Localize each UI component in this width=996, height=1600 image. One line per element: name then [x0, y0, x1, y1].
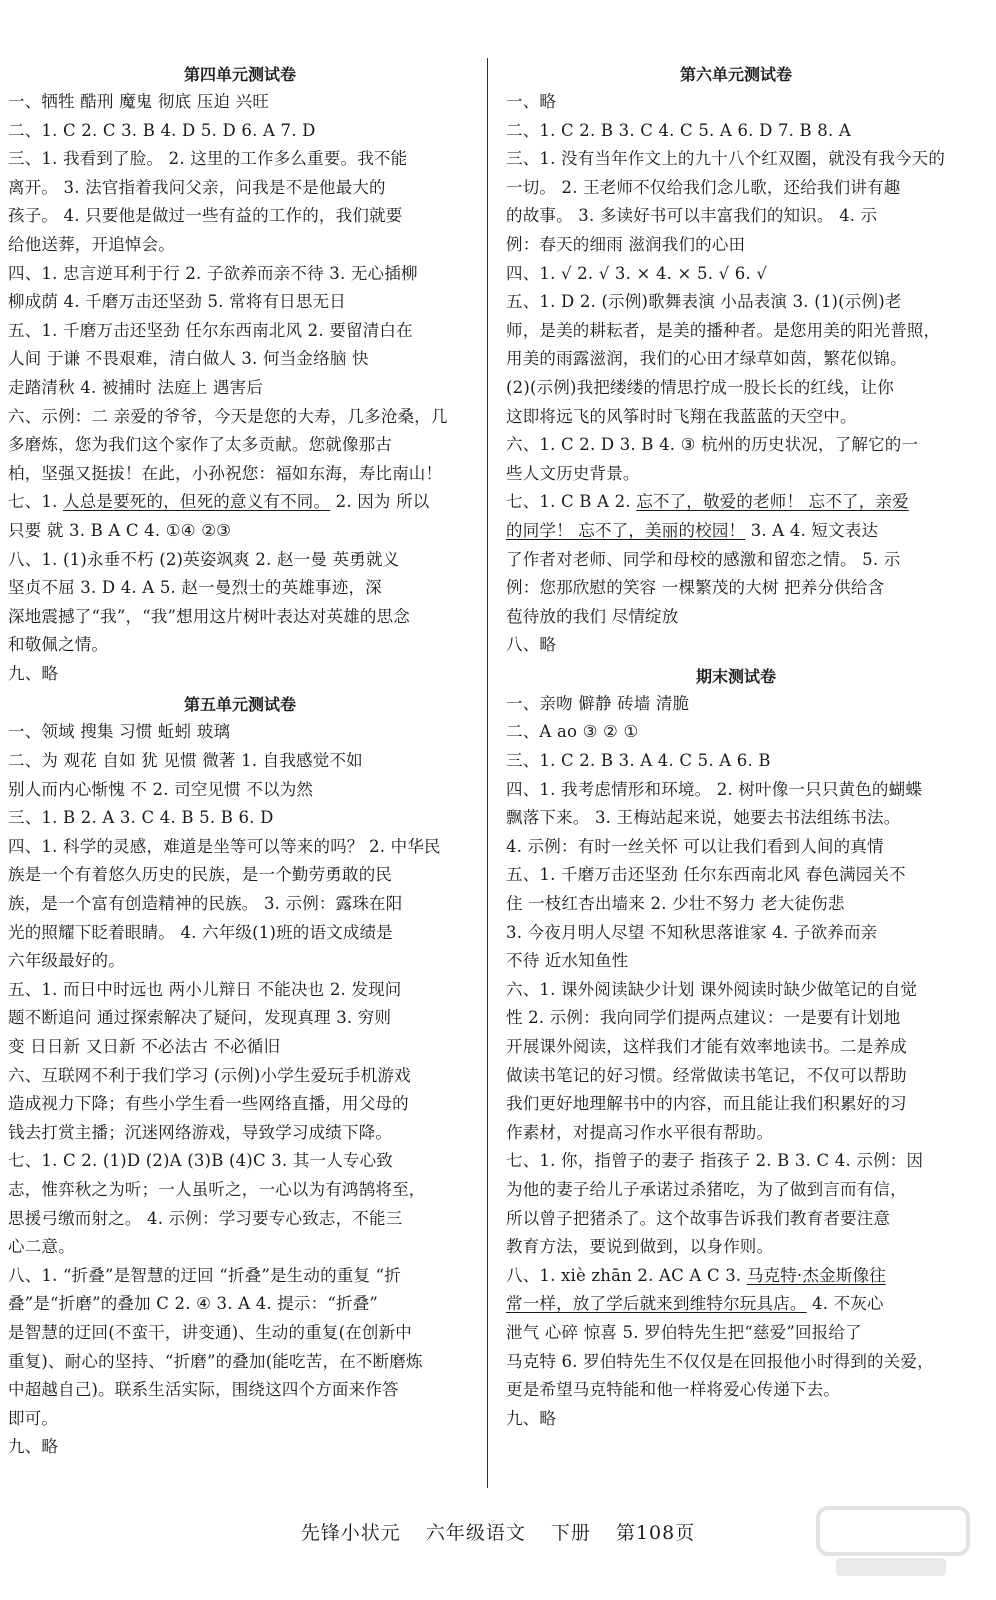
answer-line: 二、为 观花 自如 犹 见惯 微著 1. 自我感觉不如 [8, 751, 363, 771]
answer-line: 了作者对老师、同学和母校的感激和留恋之情。 5. 示 [506, 549, 901, 569]
answer-line: 六、1. 课外阅读缺少计划 课外阅读时缺少做笔记的自觉 [506, 979, 918, 999]
answer-line: 更是希望马克特能和他一样将爱心传递下去。 [506, 1380, 840, 1400]
answer-text: 4. 不灰心 [806, 1294, 884, 1314]
answer-line: 二、1. C 2. C 3. B 4. D 5. D 6. A 7. D [8, 120, 316, 140]
answer-line: 即可。 [8, 1408, 59, 1428]
answer-line: 中超越自己)。联系生活实际，围绕这四个方面来作答 [8, 1380, 399, 1400]
answer-line: 走踏清秋 4. 被捕时 法庭上 遇害后 [8, 377, 264, 397]
answer-line: 三、1. 没有当年作文上的九十八个红双圈，就没有我今天的 [506, 149, 946, 169]
answer-line: 是智慧的迂回(不蛮干，讲变通)、生动的重复(在创新中 [8, 1322, 413, 1342]
answer-line: 深地震撼了“我”，“我”想用这片树叶表达对英雄的思念 [8, 606, 410, 626]
answer-line: 一切。 2. 王老师不仅给我们念儿歌，还给我们讲有趣 [506, 177, 901, 197]
answer-line [506, 1262, 966, 1291]
answer-line: 志，惟弈秋之为听；一人虽听之，一心以为有鸿鹄将至， [8, 1179, 426, 1199]
answer-line: 八、1. (1)永垂不朽 (2)英姿飒爽 2. 赵一曼 英勇就义 [8, 549, 400, 569]
answer-line: 别人而内心惭愧 不 2. 司空见惯 不以为然 [8, 779, 314, 799]
answer-line: 叠”是“折磨”的叠加 C 2. ④ 3. A 4. 提示：“折叠” [8, 1294, 379, 1314]
answer-line: 4. 示例：有时一丝关怀 可以让我们看到人间的真情 [506, 836, 884, 856]
answer-line: 族是一个有着悠久历史的民族，是一个勤劳勇敢的民 [8, 865, 393, 885]
answer-line: 泄气 心碎 惊喜 5. 罗伯特先生把“慈爱”回报给了 [506, 1322, 862, 1342]
answer-line: 住 一枝红杏出墙来 2. 少壮不努力 老大徒伤悲 [506, 894, 845, 914]
answer-text: 七、1. [8, 492, 63, 512]
answer-line: 五、1. 千磨万击还坚劲 任尔东西南北风 春色满园关不 [506, 865, 906, 885]
answer-line: 只要 就 3. B A C 4. ①④ ②③ [8, 520, 232, 540]
answer-line: 些人文历史背景。 [506, 463, 640, 483]
answer-line: 九、略 [506, 1408, 557, 1428]
column-divider [487, 58, 488, 1488]
answer-line: 思援弓缴而射之。 4. 示例：学习要专心致志，不能三 [8, 1208, 403, 1228]
answer-text: 2. 因为 所以 [330, 492, 430, 512]
section-title: 期末测试卷 [695, 666, 776, 686]
answer-line: 一、亲吻 僻静 砖墙 清脆 [506, 693, 690, 713]
answer-line: 九、略 [8, 1437, 59, 1457]
answer-line: 柏，坚强又挺拔！在此，小孙祝您：福如东海，寿比南山！ [8, 463, 443, 483]
underlined-answer: 忘不了，敬爱的老师！ 忘不了，亲爱 [636, 492, 909, 512]
right-column [506, 58, 966, 1433]
answer-line: 四、1. √ 2. √ 3. × 4. × 5. √ 6. √ [506, 263, 768, 283]
footer-volume: 下册 [550, 1522, 591, 1544]
answer-line: 多磨炼，您为我们这个家作了太多贡献。您就像那古 [8, 435, 393, 455]
answer-line: 为他的妻子给儿子承诺过杀猪吃，为了做到言而有信， [506, 1179, 907, 1199]
underlined-answer: 的同学！ 忘不了，美丽的校园！ [506, 520, 746, 540]
answer-line: 四、1. 忠言逆耳利于行 2. 子欲养而亲不待 3. 无心插柳 [8, 263, 418, 283]
answer-line: 三、1. C 2. B 3. A 4. C 5. A 6. B [506, 751, 771, 771]
answer-line: (2)(示例)我把缕缕的情思拧成一股长长的红线，让你 [506, 377, 894, 397]
underlined-answer: 常一样，放了学后就来到维特尔玩具店。 [506, 1294, 807, 1314]
footer-brand: 先锋小状元 [300, 1522, 401, 1544]
answer-line: 3. 今夜月明人尽望 不知秋思落谁家 4. 子欲养而亲 [506, 922, 878, 942]
answer-line: 例：您那欣慰的笑容 一棵繁茂的大树 把养分供给含 [506, 578, 885, 598]
answer-line: 的故事。 3. 多读好书可以丰富我们的知识。 4. 示 [506, 206, 878, 226]
answer-line: 离开。 3. 法官指着我问父亲，问我是不是他最大的 [8, 177, 386, 197]
answer-line: 变 日日新 又日新 不必法古 不必循旧 [8, 1037, 281, 1056]
answer-text: 3. A 4. 短文表达 [745, 520, 879, 540]
answer-line: 九、略 [8, 663, 59, 683]
answer-line: 我们更好地理解书中的内容，而且能让我们积累好的习 [506, 1094, 907, 1114]
answer-text: 八、1. xiè zhān 2. AC A C 3. [506, 1265, 747, 1285]
answer-line [506, 517, 966, 546]
answer-line [506, 1290, 966, 1319]
answer-line: 七、1. 你，指曾子的妻子 指孩子 2. B 3. C 4. 示例：因 [506, 1151, 924, 1171]
answer-line: 四、1. 科学的灵感，难道是坐等可以等来的吗？ 2. 中华民 [8, 836, 441, 856]
answer-line: 六、示例：二 亲爱的爷爷，今天是您的大寿，几多沧桑，几 [8, 406, 448, 426]
answer-line: 和敬佩之情。 [8, 635, 109, 655]
answer-line: 族，是一个富有创造精神的民族。 3. 示例：露珠在阳 [8, 894, 403, 914]
answer-line: 四、1. 我考虑情形和环境。 2. 树叶像一只只黄色的蝴蝶 [506, 779, 923, 799]
answer-line: 苞待放的我们 尽情绽放 [506, 606, 679, 626]
watermark-logo-icon [814, 1502, 974, 1582]
answer-line: 造成视力下降；有些小学生看一些网络直播，用父母的 [8, 1094, 409, 1114]
answer-line: 八、略 [506, 635, 557, 655]
answer-line: 坚贞不屈 3. D 4. A 5. 赵一曼烈士的英雄事迹，深 [8, 578, 382, 598]
section-title: 第四单元测试卷 [183, 65, 296, 84]
answer-line: 一、牺牲 酷刑 魔鬼 彻底 压迫 兴旺 [8, 92, 270, 111]
answer-line: 性 2. 示例：我向同学们提两点建议：一是要有计划地 [506, 1008, 901, 1028]
answer-line: 给他送葬，开追悼会。 [8, 234, 175, 254]
answer-line: 五、1. 千磨万击还坚劲 任尔东西南北风 2. 要留清白在 [8, 320, 413, 340]
footer-grade: 六年级语文 [425, 1522, 526, 1544]
answer-line: 开展课外阅读，这样我们才能有效率地读书。二是养成 [506, 1037, 907, 1056]
answer-line: 例：春天的细雨 滋润我们的心田 [506, 234, 746, 254]
answer-line: 八、1. “折叠”是智慧的迂回 “折叠”是生动的重复 “折 [8, 1265, 401, 1285]
answer-line: 六、互联网不利于我们学习 (示例)小学生爱玩手机游戏 [8, 1065, 411, 1085]
answer-line: 三、1. B 2. A 3. C 4. B 5. B 6. D [8, 808, 274, 828]
answer-line: 这即将远飞的风筝时时飞翔在我蓝蓝的天空中。 [506, 406, 857, 426]
answer-line: 做读书笔记的好习惯。经常做读书笔记，不仅可以帮助 [506, 1065, 907, 1085]
answer-line: 重复)、耐心的坚持、“折磨”的叠加(能吃苦，在不断磨炼 [8, 1351, 423, 1371]
answer-line: 二、1. C 2. B 3. C 4. C 5. A 6. D 7. B 8. A [506, 120, 851, 140]
underlined-answer: 人总是要死的，但死的意义有不同。 [63, 492, 331, 512]
answer-line: 一、领域 搜集 习惯 蚯蚓 玻璃 [8, 722, 231, 742]
answer-line: 一、略 [506, 92, 557, 111]
answer-line: 六年级最好的。 [8, 951, 125, 971]
answer-text: 七、1. C B A 2. [506, 492, 637, 512]
answer-line: 师，是美的耕耘者，是美的播种者。是您用美的阳光普照， [506, 320, 941, 340]
answer-line: 柳成荫 4. 千磨万击还坚劲 5. 常将有日思无日 [8, 292, 346, 312]
answer-line: 人间 于谦 不畏艰难，清白做人 3. 何当金络脑 快 [8, 349, 369, 369]
answer-line: 钱去打赏主播；沉迷网络游戏，导致学习成绩下降。 [8, 1122, 393, 1142]
section-title: 第五单元测试卷 [183, 695, 296, 715]
answer-line: 题不断追问 通过探索解决了疑问，发现真理 3. 穷则 [8, 1008, 392, 1028]
answer-line: 五、1. D 2. (示例)歌舞表演 小品表演 3. (1)(示例)老 [506, 292, 902, 312]
answer-line: 作素材，对提高习作水平很有帮助。 [506, 1122, 774, 1142]
answer-line: 孩子。 4. 只要他是做过一些有益的工作的，我们就要 [8, 206, 403, 226]
answer-line: 马克特 6. 罗伯特先生不仅仅是在回报他小时得到的关爱， [506, 1351, 934, 1371]
answer-line: 二、A ao ③ ② ① [506, 722, 639, 742]
answer-line [8, 488, 472, 517]
answer-line: 七、1. C 2. (1)D (2)A (3)B (4)C 3. 其一人专心致 [8, 1151, 393, 1171]
answer-line: 用美的雨露滋润，我们的心田才绿草如茵，繁花似锦。 [506, 349, 907, 369]
section-title: 第六单元测试卷 [679, 65, 792, 84]
answer-line: 教育方法，要说到做到，以身作则。 [506, 1237, 774, 1257]
answer-line: 心二意。 [8, 1237, 75, 1257]
underlined-answer: 马克特·杰金斯像往 [746, 1265, 886, 1285]
answer-line: 所以曾子把猪杀了。这个故事告诉我们教育者要注意 [506, 1208, 891, 1228]
answer-line: 光的照耀下眨着眼睛。 4. 六年级(1)班的语文成绩是 [8, 922, 394, 942]
answer-line [506, 488, 966, 517]
footer-page-number: 第108页 [615, 1522, 696, 1544]
left-column [8, 58, 472, 1462]
answer-line: 六、1. C 2. D 3. B 4. ③ 杭州的历史状况，了解它的一 [506, 435, 919, 455]
answer-line: 飘落下来。 3. 王梅站起来说，她要去书法组练书法。 [506, 808, 901, 828]
answer-line: 不待 近水知鱼性 [506, 951, 629, 971]
answer-line: 五、1. 而日中时远也 两小儿辩日 不能决也 2. 发现问 [8, 979, 402, 999]
answer-line: 三、1. 我看到了脸。 2. 这里的工作多么重要。我不能 [8, 149, 408, 169]
